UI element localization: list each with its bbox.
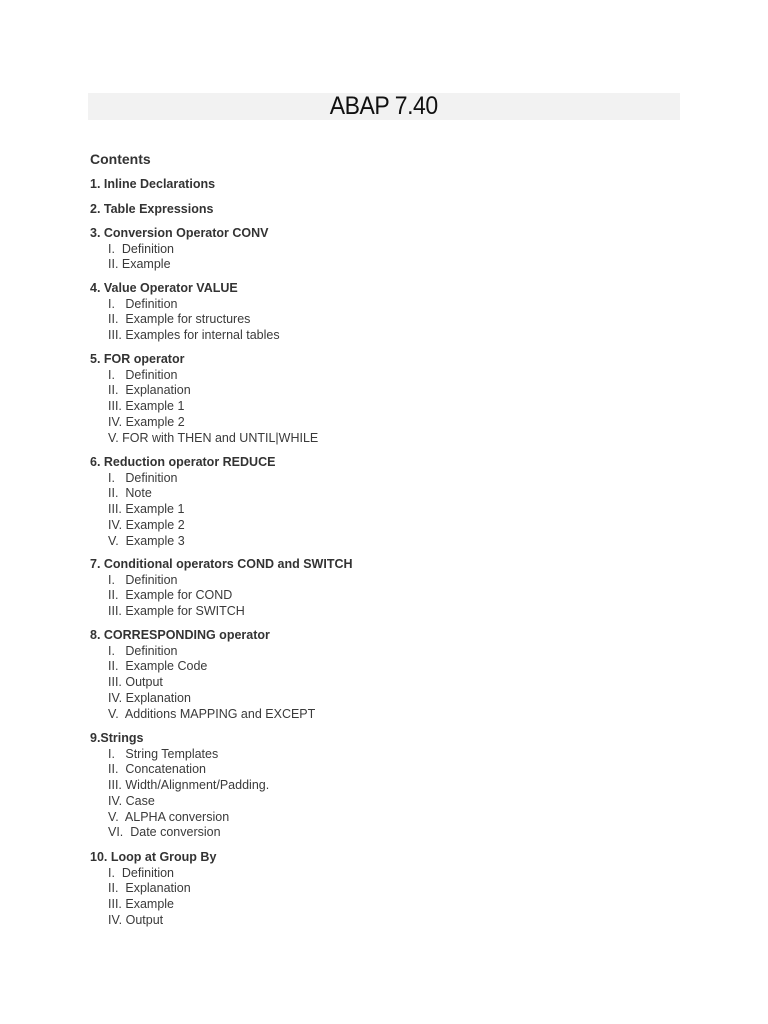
toc-subsection: II. Explanation: [108, 881, 191, 896]
contents-heading: Contents: [90, 151, 151, 167]
toc-section-title: 9.Strings: [90, 731, 144, 745]
toc-subsection-list: [90, 297, 280, 344]
toc-subsection: I. Definition: [108, 241, 175, 256]
toc-subsection: IV. Case: [108, 793, 155, 808]
toc-section-title: 1. Inline Declarations: [90, 177, 216, 191]
toc-subsection: III. Width/Alignment/Padding.: [108, 778, 270, 793]
toc-subsection: II. Explanation: [108, 383, 191, 398]
toc-subsection: I. Definition: [108, 296, 178, 311]
toc-subsection: I. Definition: [108, 367, 178, 382]
toc-subsection: II. Example Code: [108, 659, 208, 674]
toc-subsection: II. Note: [108, 486, 152, 501]
toc-subsection: I. Definition: [108, 865, 175, 880]
toc-section-title: 10. Loop at Group By: [90, 850, 217, 864]
toc-section-title: 2. Table Expressions: [90, 202, 214, 216]
toc-section-title: 4. Value Operator VALUE: [90, 281, 238, 295]
toc-section-reduce-operator: [90, 455, 275, 549]
toc-subsection: V. Example 3: [108, 533, 185, 548]
toc-section-title: 8. CORRESPONDING operator: [90, 628, 270, 642]
toc-section-title: 7. Conditional operators COND and SWITCH: [90, 557, 353, 571]
toc-subsection: I. Definition: [108, 643, 178, 658]
toc-subsection-list: [90, 747, 269, 841]
toc-subsection: I. Definition: [108, 572, 178, 587]
toc-section-table-expressions: [90, 202, 213, 218]
toc-section-corresponding-operator: [90, 628, 315, 722]
toc-section-title: 6. Reduction operator REDUCE: [90, 455, 276, 469]
toc-subsection: IV. Example 2: [108, 517, 185, 532]
toc-subsection: II. Example for structures: [108, 312, 251, 327]
toc-subsection: IV. Example 2: [108, 414, 185, 429]
toc-subsection: V. ALPHA conversion: [108, 809, 230, 824]
toc-subsection-list: [90, 573, 353, 620]
toc-subsection: IV. Output: [108, 912, 164, 927]
toc-section-cond-switch: [90, 557, 353, 620]
toc-section-for-operator: [90, 352, 318, 446]
document-title: ABAP 7.40: [330, 92, 438, 120]
toc-section-inline-declarations: [90, 177, 215, 193]
title-banner: [88, 93, 680, 120]
toc-subsection: III. Example 1: [108, 399, 185, 414]
toc-subsection: III. Example 1: [108, 502, 185, 517]
toc-subsection: II. Concatenation: [108, 762, 206, 777]
toc-subsection: VI. Date conversion: [108, 825, 221, 840]
toc-subsection: III. Output: [108, 675, 163, 690]
toc-section-conv-operator: [90, 226, 269, 273]
toc-subsection: III. Examples for internal tables: [108, 328, 280, 343]
toc-subsection: V. FOR with THEN and UNTIL|WHILE: [108, 430, 319, 445]
toc-subsection: II. Example for COND: [108, 588, 233, 603]
toc-section-title: 3. Conversion Operator CONV: [90, 226, 269, 240]
toc-section-loop-group-by: [90, 850, 216, 929]
toc-section-value-operator: [90, 281, 280, 344]
toc-subsection: I. String Templates: [108, 746, 219, 761]
toc-section-title: 5. FOR operator: [90, 352, 185, 366]
toc-subsection-list: [90, 242, 269, 273]
toc-subsection: I. Definition: [108, 470, 178, 485]
toc-subsection-list: [90, 368, 318, 447]
toc-subsection-list: [90, 471, 275, 550]
toc-subsection: II. Example: [108, 257, 171, 272]
toc-section-strings: [90, 731, 269, 841]
toc-subsection-list: [90, 644, 315, 723]
toc-subsection: V. Additions MAPPING and EXCEPT: [108, 706, 316, 721]
toc-subsection: IV. Explanation: [108, 690, 191, 705]
toc-subsection-list: [90, 866, 216, 929]
toc-subsection: III. Example for SWITCH: [108, 604, 245, 619]
toc-subsection: III. Example: [108, 897, 174, 912]
